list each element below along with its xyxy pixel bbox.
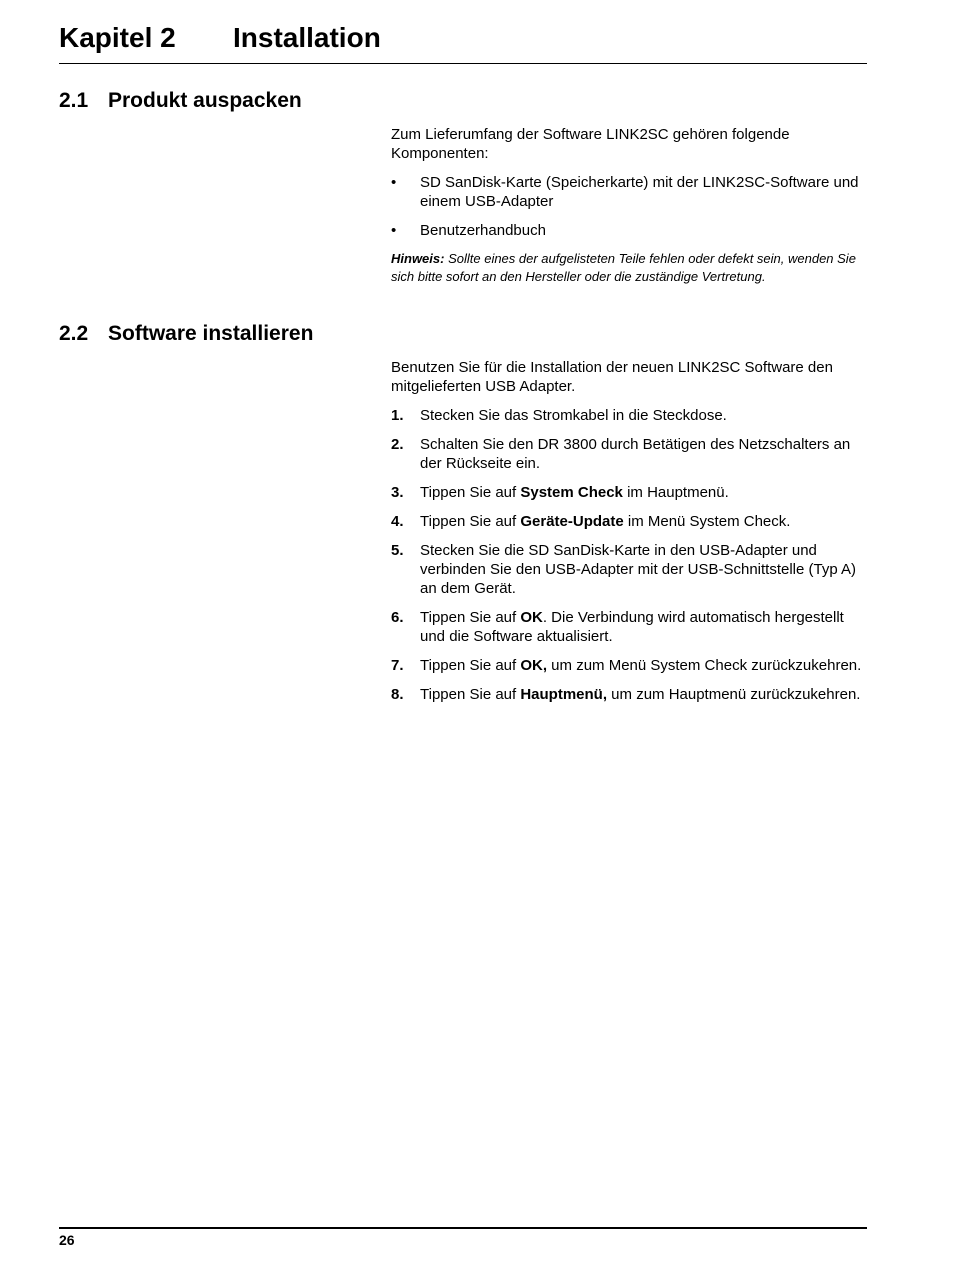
step-item bbox=[391, 483, 867, 502]
step-text-part: im Menü System Check. bbox=[623, 513, 791, 530]
list-item bbox=[391, 221, 867, 240]
note-paragraph bbox=[391, 250, 867, 286]
step-item bbox=[391, 685, 867, 704]
step-item bbox=[391, 608, 867, 646]
step-text bbox=[420, 513, 790, 530]
step-number: 8. bbox=[391, 686, 404, 703]
step-text-part: Stecken Sie das Stromkabel in die Steckdose. bbox=[420, 407, 727, 424]
chapter-number: Kapitel 2 bbox=[59, 22, 176, 53]
step-text bbox=[420, 686, 860, 703]
footer-rule bbox=[59, 1227, 867, 1229]
section-heading-2-1 bbox=[59, 88, 302, 114]
step-text bbox=[420, 436, 850, 472]
section-body-2-2 bbox=[391, 358, 867, 714]
step-number: 4. bbox=[391, 513, 404, 530]
step-text bbox=[420, 609, 844, 645]
list-item bbox=[391, 173, 867, 211]
step-text-part: im Hauptmenü. bbox=[622, 484, 729, 501]
step-text-bold: Hauptmenü, bbox=[520, 686, 608, 703]
step-text-bold: OK, bbox=[520, 657, 548, 674]
list-item-text: SD SanDisk-Karte (Speicherkarte) mit der LINK2SC-Software und einem USB-Adapter bbox=[420, 174, 859, 210]
step-text-part: Tippen Sie auf bbox=[420, 609, 521, 626]
step-text bbox=[420, 484, 729, 501]
list-item-text: Benutzerhandbuch bbox=[420, 222, 546, 239]
step-text-part: Schalten Sie den DR 3800 durch Betätigen des Netzschalters an der Rückseite ein. bbox=[420, 436, 851, 472]
step-text-bold: Geräte-Update bbox=[520, 513, 624, 530]
step-item bbox=[391, 435, 867, 473]
step-text-part: um zum Menü System Check zurückzukehren. bbox=[547, 657, 862, 674]
section-number: 2.2 bbox=[59, 322, 89, 345]
step-item bbox=[391, 541, 867, 598]
bullet-marker: • bbox=[391, 174, 397, 191]
step-number: 1. bbox=[391, 407, 404, 424]
step-item bbox=[391, 406, 867, 425]
intro-paragraph: Zum Lieferumfang der Software LINK2SC gehören folgende Komponenten: bbox=[391, 126, 790, 162]
section-number: 2.1 bbox=[59, 89, 89, 112]
section-body-2-1 bbox=[391, 125, 867, 286]
section-title: Software installieren bbox=[108, 322, 314, 345]
step-text bbox=[420, 542, 856, 597]
chapter-title: Installation bbox=[233, 22, 381, 53]
step-text bbox=[420, 657, 861, 674]
note-label: Hinweis: bbox=[391, 251, 445, 266]
step-text-part: Stecken Sie die SD SanDisk-Karte in den USB-Adapter und verbinden Sie den USB-Adapter mit der USB-Schnittstelle (Typ A) an dem Gerät. bbox=[420, 542, 857, 597]
step-text-bold: System Check bbox=[520, 484, 623, 501]
step-number: 6. bbox=[391, 609, 404, 626]
page-number: 26 bbox=[59, 1232, 75, 1248]
intro-paragraph: Benutzen Sie für die Installation der neuen LINK2SC Software den mitgelieferten USB Adapter. bbox=[391, 359, 833, 395]
section-title: Produkt auspacken bbox=[108, 89, 302, 112]
step-text-part: Tippen Sie auf bbox=[420, 513, 521, 530]
step-number: 5. bbox=[391, 542, 404, 559]
step-text-part: Tippen Sie auf bbox=[420, 686, 521, 703]
step-text-part: um zum Hauptmenü zurückzukehren. bbox=[607, 686, 861, 703]
note-text: Sollte eines der aufgelisteten Teile fehlen oder defekt sein, wenden Sie sich bitte sofort an den Hersteller oder die zuständige Vertretung. bbox=[391, 251, 856, 284]
steps-list bbox=[391, 406, 867, 704]
step-number: 3. bbox=[391, 484, 404, 501]
bullet-marker: • bbox=[391, 222, 397, 239]
step-text-part: Tippen Sie auf bbox=[420, 484, 521, 501]
step-number: 2. bbox=[391, 436, 404, 453]
step-item bbox=[391, 656, 867, 675]
step-text-bold: OK bbox=[520, 609, 543, 626]
section-heading-2-2 bbox=[59, 321, 313, 347]
step-number: 7. bbox=[391, 657, 404, 674]
step-text-part: . Die Verbindung wird automatisch hergestellt und die Software aktualisiert. bbox=[420, 609, 844, 645]
step-item bbox=[391, 512, 867, 531]
step-text-part: Tippen Sie auf bbox=[420, 657, 521, 674]
step-text bbox=[420, 407, 727, 424]
chapter-header bbox=[59, 20, 867, 64]
